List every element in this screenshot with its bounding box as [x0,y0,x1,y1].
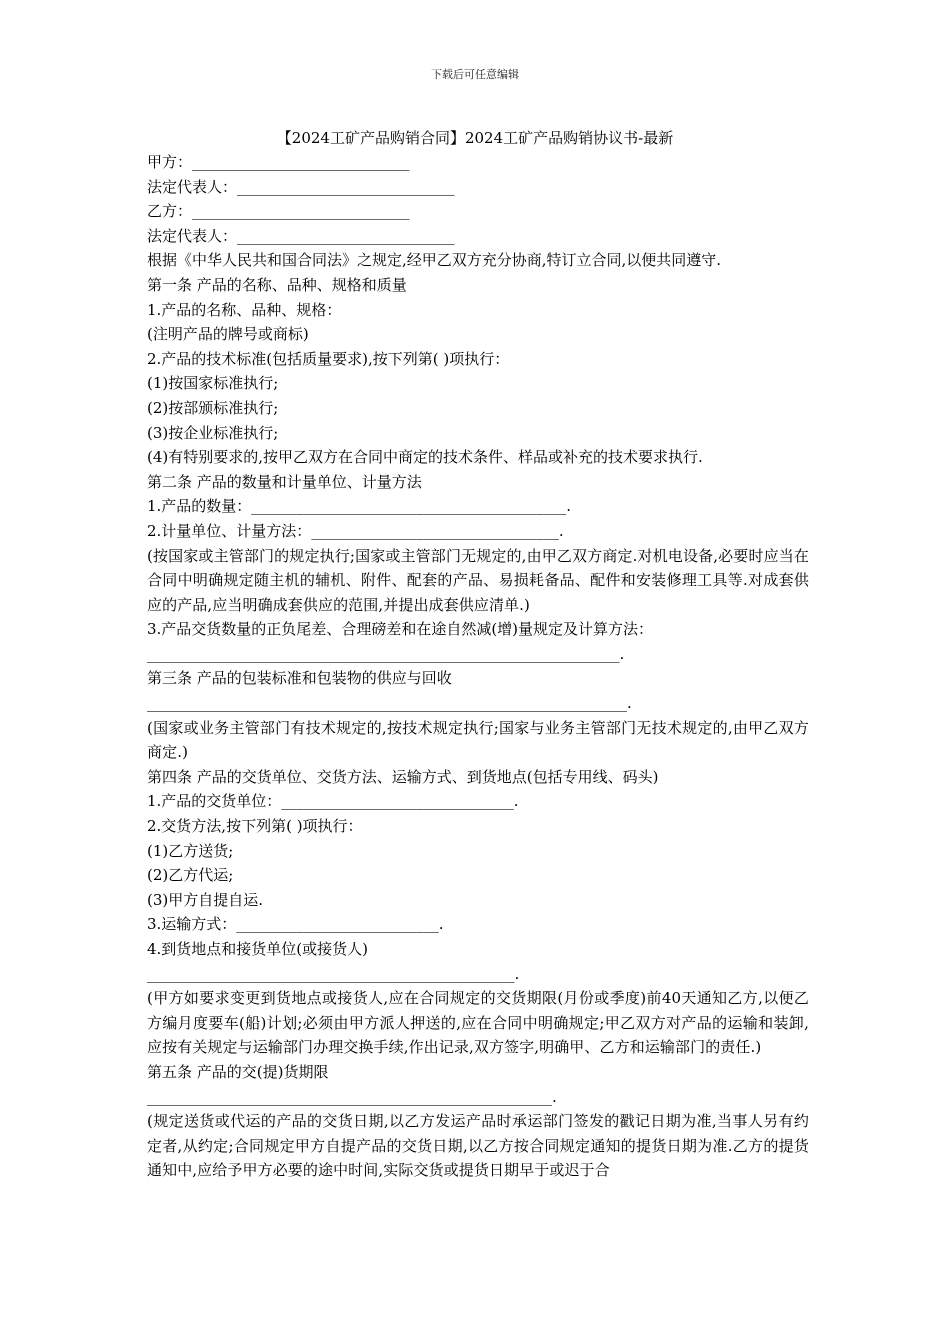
contract-body [147,150,809,1183]
contract-line: 第四条 产品的交货单位、交货方法、运输方式、到货地点(包括专用线、码头) [147,767,659,786]
contract-line: 乙方：_____________________________ [147,202,410,221]
contract-line: 3.运输方式：___________________________. [147,915,444,934]
contract-line: 1.产品的名称、品种、规格： [147,300,342,319]
contract-line: _______________________________________________________________. [147,644,625,663]
contract-line: 法定代表人：_____________________________ [147,177,455,196]
contract-line: (3)甲方自提自运. [147,890,264,909]
contract-line: 1.产品的交货单位：_______________________________. [147,792,519,811]
contract-line: (3)按企业标准执行; [147,423,279,442]
contract-line: 2.计量单位、计量方法：_________________________________. [147,521,564,540]
contract-line: (2)按部颁标准执行; [147,398,279,417]
contract-line: 1.产品的数量：__________________________________________. [147,497,572,516]
contract-paragraph: (国家或业务主管部门有技术规定的,按技术规定执行;国家与业务主管部门无技术规定的,由甲乙双方商定.) [147,718,809,762]
contract-line: 2.交货方法,按下列第( )项执行： [147,817,363,836]
contract-line: 甲方：_____________________________ [147,153,410,171]
contract-line: 第五条 产品的交(提)货期限 [147,1062,329,1081]
contract-line: 2.产品的技术标准(包括质量要求),按下列第( )项执行： [147,349,510,368]
contract-line: 4.到货地点和接货单位(或接货人) [147,940,369,958]
contract-line: (1)乙方送货; [147,841,234,860]
contract-line: (2)乙方代运; [147,866,234,885]
contract-line: 3.产品交货数量的正负尾差、合理磅差和在途自然减(增)量规定及计算方法： [147,620,654,639]
contract-paragraph: (规定送货或代运的产品的交货日期,以乙方发运产品时承运部门签发的戳记日期为准,当事人另有约定者,从约定;合同规定甲方自提产品的交货日期,以乙方按合同规定通知的提货日期为准.乙方的提货通知中,应给予甲方必要的途中时间,实际交货或提货日期早于或迟于合 [147,1112,809,1180]
contract-line: 第三条 产品的包装标准和包装物的供应与回收 [147,669,452,688]
contract-line: 第二条 产品的数量和计量单位、计量方法 [147,472,422,491]
document-title: 【2024工矿产品购销合同】2024工矿产品购销协议书-最新 [276,129,674,147]
header-note: 下载后可任意编辑 [431,68,519,81]
contract-line: ________________________________________________________________. [147,694,632,713]
contract-paragraph: (按国家或主管部门的规定执行;国家或主管部门无规定的,由甲乙双方商定.对机电设备,必要时应当在合同中明确规定随主机的辅机、附件、配套的产品、易损耗备品、配件和安装修理工具等.对成套供应的产品,应当明确成套供应的范围,并提出成套供应清单.) [147,546,809,614]
contract-line: (4)有特别要求的,按甲乙双方在合同中商定的技术条件、样品或补充的技术要求执行. [147,448,703,467]
contract-line: 根据《中华人民共和国合同法》之规定,经甲乙双方充分协商,特订立合同,以便共同遵守. [147,251,722,270]
contract-paragraph: (甲方如要求变更到货地点或接货人,应在合同规定的交货期限(月份或季度)前40天通知乙方,以便乙方编月度要车(船)计划;必须由甲方派人押送的,应在合同中明确规定;甲乙双方对产品的运输和装卸,应按有关规定与运输部门办理交换手续,作出记录,双方签字,明确甲、乙方和运输部门的责任.) [147,989,809,1057]
contract-line: (注明产品的牌号或商标) [147,325,309,344]
contract-line: _________________________________________________. [147,964,520,983]
contract-line: ______________________________________________________. [147,1087,557,1106]
contract-line: (1)按国家标准执行; [147,374,279,393]
contract-line: 第一条 产品的名称、品种、规格和质量 [147,275,407,294]
contract-line: 法定代表人：_____________________________ [147,226,455,245]
